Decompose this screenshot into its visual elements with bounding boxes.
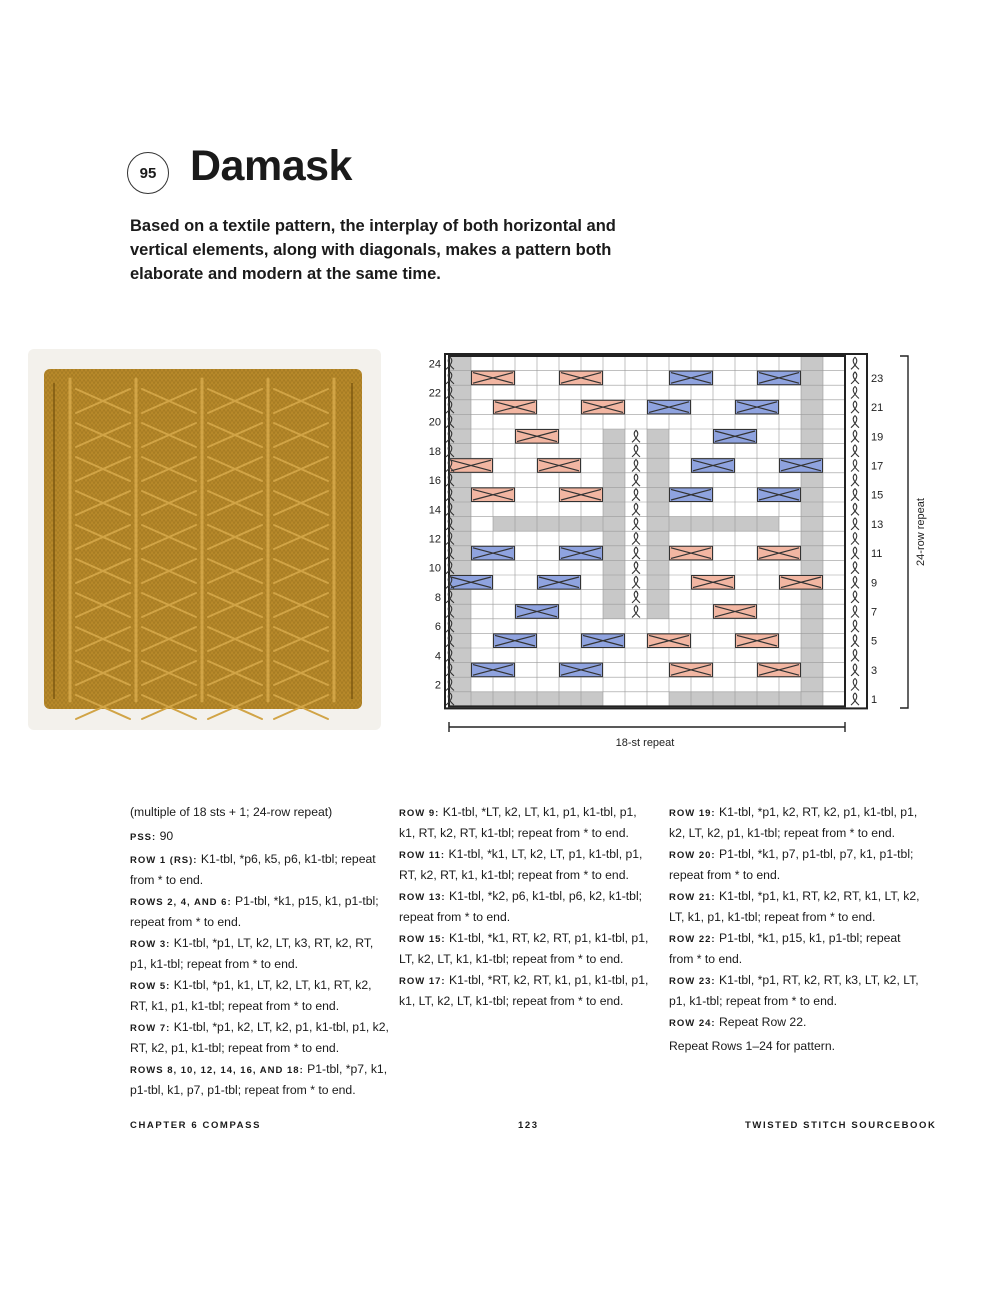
row-number: 1	[871, 694, 878, 707]
purl-cell	[581, 517, 603, 532]
purl-cell	[801, 414, 823, 429]
purl-cell	[647, 531, 669, 546]
purl-cell	[603, 458, 625, 473]
purl-cell	[603, 604, 625, 619]
instruction-line	[669, 887, 924, 926]
twisted-stitch-symbol	[851, 547, 859, 559]
row-text: K1-tbl, *p1, k1, RT, k2, RT, k1, LT, k2, LT, k1, p1, k1-tbl; repeat from * to end.	[669, 889, 920, 924]
row-number: 19	[871, 431, 884, 444]
row-number: 15	[871, 489, 884, 502]
row-text: P1-tbl, *k1, p7, p1-tbl, p7, k1, p1-tbl; repeat from * to end.	[669, 847, 914, 882]
purl-cell	[603, 517, 625, 532]
purl-cell	[493, 692, 515, 707]
instruction-line	[399, 929, 651, 968]
instruction-line	[669, 803, 924, 842]
purl-cell	[801, 648, 823, 663]
purl-cell	[735, 692, 757, 707]
twisted-stitch-symbol	[851, 649, 859, 661]
row-label: ROW 9:	[399, 808, 440, 819]
purl-cell	[647, 458, 669, 473]
instruction-line	[130, 803, 392, 824]
instruction-line	[399, 803, 651, 842]
purl-cell	[647, 604, 669, 619]
row-label: PSS:	[130, 831, 157, 843]
row-label: ROW 15:	[399, 934, 446, 945]
intro-text: Based on a textile pattern, the interplay of both horizontal and vertical elements, along with diagonals, makes a pattern both elaborate and modern at the same time.	[130, 217, 616, 283]
row-text: P1-tbl, *k1, p15, k1, p1-tbl; repeat from * to end.	[669, 931, 901, 966]
purl-cell	[603, 590, 625, 605]
row-label: ROW 22:	[669, 934, 716, 945]
purl-cell	[647, 502, 669, 517]
footer-chapter: CHAPTER 6 COMPASS	[130, 1120, 262, 1131]
purl-cell	[559, 517, 581, 532]
twisted-stitch-symbol	[851, 357, 859, 369]
pattern-number-badge	[127, 152, 169, 194]
twisted-stitch-symbol	[851, 606, 859, 618]
purl-cell	[515, 517, 537, 532]
row-text: K1-tbl, *k1, LT, k2, LT, p1, k1-tbl, p1, RT, k2, RT, k1, k1-tbl; repeat from * to end.	[399, 847, 643, 882]
purl-cell	[779, 692, 801, 707]
twisted-stitch-symbol	[851, 503, 859, 515]
twisted-stitch-symbol	[851, 664, 859, 676]
instruction-line	[669, 845, 924, 884]
instruction-line	[399, 971, 651, 1010]
row-text: P1-tbl, *p7, k1, p1-tbl, k1, p7, p1-tbl; repeat from * to end.	[130, 1062, 388, 1097]
instruction-line	[130, 976, 392, 1015]
purl-cell	[691, 517, 713, 532]
purl-cell	[801, 692, 823, 707]
row-number: 5	[871, 635, 878, 648]
row-number: 4	[434, 650, 441, 663]
row-number: 21	[871, 402, 884, 415]
row-text: K1-tbl, *k2, p6, k1-tbl, p6, k2, k1-tbl; repeat from * to end.	[399, 889, 643, 924]
row-text: Repeat Row 22.	[718, 1015, 807, 1029]
row-label: ROW 19:	[669, 808, 716, 819]
purl-cell	[801, 633, 823, 648]
twisted-stitch-symbol	[851, 445, 859, 457]
footer-book-title: TWISTED STITCH SOURCEBOOK	[745, 1120, 937, 1131]
instruction-line	[399, 845, 651, 884]
row-number: 6	[434, 621, 441, 634]
purl-cell	[801, 604, 823, 619]
purl-cell	[713, 692, 735, 707]
instruction-line	[130, 850, 392, 889]
purl-cell	[801, 400, 823, 415]
instruction-line	[130, 892, 392, 931]
row-label: ROW 24:	[669, 1018, 716, 1029]
footer-page-number: 123	[518, 1120, 539, 1131]
twisted-stitch-symbol	[851, 576, 859, 588]
purl-cell	[801, 385, 823, 400]
instructions-col-1	[130, 803, 392, 1102]
twisted-stitch-symbol	[851, 591, 859, 603]
purl-cell	[801, 619, 823, 634]
row-number: 14	[428, 504, 441, 517]
row-number: 16	[428, 475, 441, 488]
row-text: K1-tbl, *RT, k2, RT, k1, p1, k1-tbl, p1, k1, LT, k2, LT, k1-tbl; repeat from * to end.	[399, 973, 649, 1008]
purl-cell	[801, 487, 823, 502]
purl-cell	[801, 356, 823, 371]
purl-cell	[647, 473, 669, 488]
purl-cell	[603, 575, 625, 590]
instruction-line	[669, 1013, 924, 1034]
purl-cell	[603, 560, 625, 575]
row-label: ROW 20:	[669, 850, 716, 861]
row-number: 7	[871, 606, 878, 619]
purl-cell	[647, 444, 669, 459]
row-number: 23	[871, 372, 884, 385]
purl-cell	[801, 371, 823, 386]
instructions-col-2	[399, 803, 651, 1013]
row-number: 13	[871, 518, 884, 531]
purl-cell	[757, 517, 779, 532]
row-label: ROW 5:	[130, 981, 171, 992]
purl-cell	[801, 444, 823, 459]
swatch-photo	[28, 349, 381, 730]
row-number: 20	[428, 416, 441, 429]
row-label: ROW 3:	[130, 939, 171, 950]
row-text: P1-tbl, *k1, p15, k1, p1-tbl; repeat from * to end.	[130, 894, 379, 929]
row-text: 90	[159, 828, 174, 843]
row-text: (multiple of 18 sts + 1; 24-row repeat)	[130, 805, 333, 819]
purl-cell	[691, 692, 713, 707]
stitch-chart	[418, 352, 927, 757]
row-text: K1-tbl, *p1, k2, RT, k2, p1, k1-tbl, p1, k2, LT, k2, p1, k1-tbl; repeat from * to end.	[669, 805, 918, 840]
row-number: 22	[428, 387, 441, 400]
twisted-stitch-symbol	[851, 387, 859, 399]
row-number: 10	[428, 562, 441, 575]
chart-right-row-numbers	[871, 373, 883, 706]
purl-cell	[581, 692, 603, 707]
purl-cell	[603, 487, 625, 502]
row-label: ROW 1 (RS):	[130, 855, 198, 866]
purl-cell	[713, 517, 735, 532]
purl-cell	[603, 502, 625, 517]
row-label: ROW 21:	[669, 892, 716, 903]
row-text: Repeat Rows 1–24 for pattern.	[669, 1038, 835, 1053]
purl-cell	[537, 517, 559, 532]
instruction-line	[669, 1037, 924, 1058]
instruction-line	[130, 1018, 392, 1057]
row-repeat-label: 24-row repeat	[915, 498, 927, 566]
swatch-image	[28, 349, 381, 730]
twisted-stitch-symbol	[851, 635, 859, 647]
twisted-stitch-symbol	[851, 489, 859, 501]
purl-cell	[647, 560, 669, 575]
row-text: K1-tbl, *LT, k2, LT, k1, p1, k1-tbl, p1, k1, RT, k2, RT, k1-tbl; repeat from * to end.	[399, 805, 637, 840]
purl-cell	[515, 692, 537, 707]
purl-cell	[801, 560, 823, 575]
twisted-stitch-symbol	[851, 460, 859, 472]
purl-cell	[801, 502, 823, 517]
purl-cell	[801, 517, 823, 532]
instruction-line	[130, 827, 392, 848]
row-number: 24	[428, 358, 441, 371]
twisted-stitch-symbol	[851, 562, 859, 574]
purl-cell	[647, 487, 669, 502]
purl-cell	[603, 546, 625, 561]
row-number: 18	[428, 445, 441, 458]
row-number: 8	[434, 591, 441, 604]
purl-cell	[801, 429, 823, 444]
row-text: K1-tbl, *p1, k1, LT, k2, LT, k1, RT, k2, RT, k1, p1, k1-tbl; repeat from * to end.	[130, 978, 372, 1013]
twisted-stitch-symbol	[851, 693, 859, 705]
instruction-line	[130, 934, 392, 973]
row-label: ROW 11:	[399, 850, 446, 861]
row-text: K1-tbl, *p1, LT, k2, LT, k3, RT, k2, RT, p1, k1-tbl; repeat from * to end.	[130, 936, 374, 971]
row-text: K1-tbl, *p6, k5, p6, k1-tbl; repeat from * to end.	[130, 852, 376, 887]
chart-left-row-numbers	[429, 358, 441, 691]
twisted-stitch-symbol	[851, 620, 859, 632]
row-label: ROW 7:	[130, 1023, 171, 1034]
purl-cell	[647, 575, 669, 590]
row-label: ROWS 2, 4, AND 6:	[130, 897, 232, 908]
row-number: 3	[871, 664, 878, 677]
twisted-stitch-symbol	[851, 401, 859, 413]
twisted-stitch-symbol	[851, 430, 859, 442]
purl-cell	[647, 429, 669, 444]
twisted-stitch-symbol	[851, 372, 859, 384]
instruction-line	[130, 1060, 392, 1099]
instruction-line	[669, 929, 924, 968]
twisted-stitch-symbol	[851, 679, 859, 691]
twisted-stitch-symbol	[851, 533, 859, 545]
row-label: ROWS 8, 10, 12, 14, 16, AND 18:	[130, 1065, 304, 1076]
purl-cell	[647, 546, 669, 561]
row-text: K1-tbl, *p1, RT, k2, RT, k3, LT, k2, LT, p1, k1-tbl; repeat from * to end.	[669, 973, 919, 1008]
purl-cell	[735, 517, 757, 532]
row-label: ROW 13:	[399, 892, 446, 903]
purl-cell	[757, 692, 779, 707]
row-number: 9	[871, 577, 878, 590]
purl-cell	[603, 531, 625, 546]
row-text: K1-tbl, *k1, RT, k2, RT, p1, k1-tbl, p1, LT, k2, LT, k1, k1-tbl; repeat from * to end.	[399, 931, 649, 966]
row-number: 17	[871, 460, 884, 473]
purl-cell	[669, 517, 691, 532]
purl-cell	[647, 517, 669, 532]
purl-cell	[801, 663, 823, 678]
purl-cell	[801, 590, 823, 605]
row-number: 2	[434, 679, 441, 692]
stitch-repeat-label: 18-st repeat	[615, 737, 675, 749]
purl-cell	[801, 531, 823, 546]
purl-cell	[537, 692, 559, 707]
purl-cell	[603, 473, 625, 488]
purl-cell	[801, 546, 823, 561]
purl-cell	[801, 677, 823, 692]
instructions-col-3	[669, 803, 924, 1060]
row-number: 11	[871, 548, 883, 561]
instruction-line	[669, 971, 924, 1010]
row-label: ROW 23:	[669, 976, 716, 987]
purl-cell	[603, 429, 625, 444]
instruction-line	[399, 887, 651, 926]
row-text: K1-tbl, *p1, k2, LT, k2, p1, k1-tbl, p1, k2, RT, k2, p1, k1-tbl; repeat from * to end.	[130, 1020, 389, 1055]
twisted-stitch-symbol	[851, 474, 859, 486]
purl-cell	[559, 692, 581, 707]
twisted-stitch-symbol	[851, 416, 859, 428]
purl-cell	[471, 692, 493, 707]
purl-cell	[493, 517, 515, 532]
purl-cell	[801, 473, 823, 488]
twisted-stitch-symbol	[851, 518, 859, 530]
page-title: Damask	[190, 142, 352, 190]
purl-cell	[647, 590, 669, 605]
purl-cell	[603, 444, 625, 459]
row-number: 12	[428, 533, 441, 546]
purl-cell	[669, 692, 691, 707]
row-label: ROW 17:	[399, 976, 446, 987]
pattern-number: 95	[139, 164, 157, 182]
